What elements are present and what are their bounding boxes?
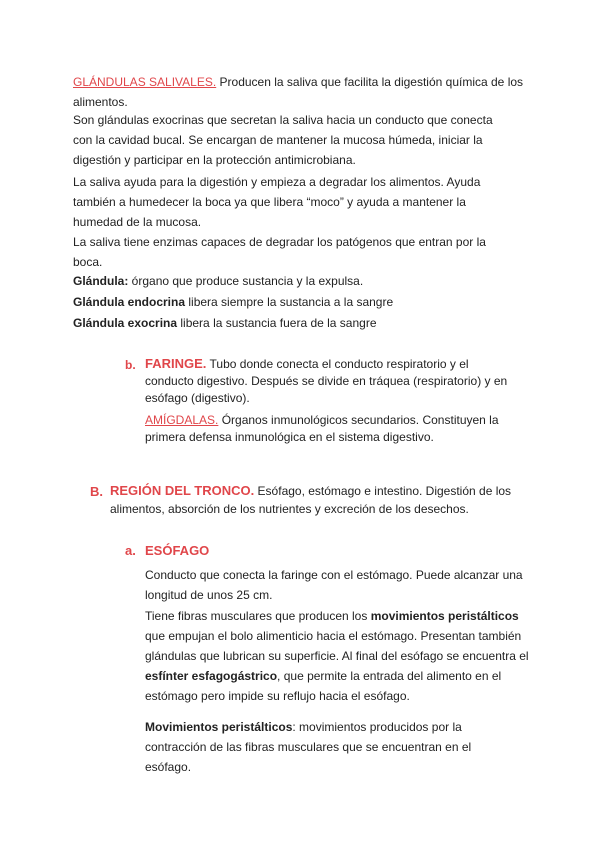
definition-text: libera siempre la sustancia a la sangre	[185, 295, 394, 309]
definition-term: Glándula endocrina	[73, 295, 186, 309]
region-paragraph	[110, 482, 530, 518]
amigdalas-text: Órganos inmunológicos secundarios. Constituyen la primera defensa inmunológica en el sistema digestivo.	[145, 413, 499, 444]
definition-endocrina	[73, 292, 513, 312]
definition-term: Glándula exocrina	[73, 316, 178, 330]
esofago-marker: a.	[125, 543, 136, 558]
esofago-paragraph-1: Conducto que conecta la faringe con el estómago. Puede alcanzar una longitud de unos 25 cm.	[145, 568, 523, 602]
definition-exocrina	[73, 313, 513, 333]
esofago-title: ESÓFAGO	[145, 543, 210, 558]
glandulas-paragraph-2: La saliva ayuda para la digestión y empieza a degradar los alimentos. Ayuda también a humedecer la boca ya que libera “moco” y ayuda a mantener la humedad de la mucosa.	[73, 175, 481, 229]
glandulas-paragraph-3: La saliva tiene enzimas capaces de degradar los patógenos que entran por la boca.	[73, 235, 486, 269]
esofago-text: que empujan el bolo alimenticio hacia el estómago. Presentan también glándulas que lubrican su superficie. Al final del esófago se encuentra el	[145, 629, 529, 663]
esofago-definition	[145, 717, 515, 777]
esofago-paragraph-2	[145, 606, 530, 706]
faringe-paragraph	[145, 355, 515, 407]
faringe-text: Tubo donde conecta el conducto respiratorio y el conducto digestivo. Después se divide en tráquea (respiratorio) y en esófago (digestivo).	[145, 357, 508, 405]
glandulas-intro	[73, 72, 535, 112]
definition-text: : movimientos producidos por la contracción de las fibras musculares que se encuentran en el esófago.	[145, 720, 472, 774]
definition-text: órgano que produce sustancia y la expulsa.	[128, 274, 364, 288]
region-text: Esófago, estómago e intestino. Digestión de los alimentos, absorción de los nutrientes y excreción de los desechos.	[110, 484, 512, 516]
definition-term: Glándula:	[73, 274, 129, 288]
glandulas-title: GLÁNDULAS SALIVALES.	[73, 75, 217, 89]
definition-term: Movimientos peristálticos	[145, 720, 293, 734]
glandulas-paragraph-1: Son glándulas exocrinas que secretan la saliva hacia un conducto que conecta con la cavidad bucal. Se encargan de mantener la mucosa húmeda, iniciar la digestión y participar en la protección antimicrobiana.	[73, 113, 493, 167]
esofago-text: Tiene fibras musculares que producen los	[145, 609, 371, 623]
term-movimientos: movimientos peristálticos	[370, 609, 519, 623]
glandulas-lead: Producen la saliva que facilita la digestión química de los alimentos.	[73, 75, 524, 109]
amigdalas-title: AMÍGDALAS.	[145, 413, 219, 427]
faringe-marker: b.	[125, 358, 136, 372]
definition-glandula	[73, 271, 513, 291]
faringe-title: FARINGE.	[145, 356, 207, 371]
region-title: REGIÓN DEL TRONCO.	[110, 483, 255, 498]
term-esfinter: esfínter esfagogástrico	[145, 669, 278, 683]
region-marker: B.	[90, 484, 103, 499]
amigdalas-paragraph	[145, 412, 515, 446]
definition-text: libera la sustancia fuera de la sangre	[177, 316, 377, 330]
esofago-text: , que permite la entrada del alimento en el estómago pero impide su reflujo hacia el esófago.	[145, 669, 502, 703]
